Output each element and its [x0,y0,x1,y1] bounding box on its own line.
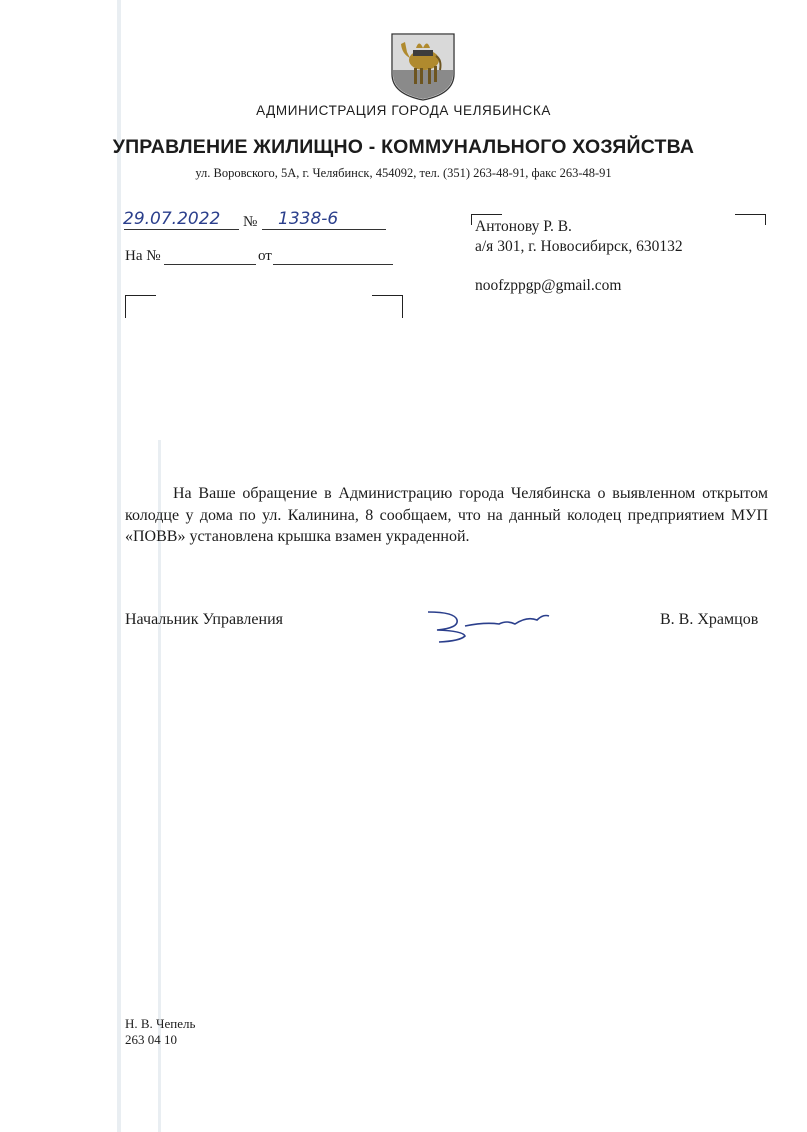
reference-date-line [273,264,393,265]
handwritten-signature-icon [425,606,555,646]
subject-corner-right [372,295,403,318]
outgoing-date: 29.07.2022 [123,209,221,229]
recipient-corner-right [735,214,766,225]
department-address: ул. Воровского, 5А, г. Челябинск, 454092, тел. (351) 263-48-91, факс 263-48-91 [195,166,612,180]
date-underline [124,229,239,230]
executor-phone: 263 04 10 [125,1032,177,1047]
executor-name: Н. В. Чепель [125,1016,196,1031]
subject-corner-left [125,295,156,318]
signer-position: Начальник Управления [125,611,283,628]
department-name: УПРАВЛЕНИЕ ЖИЛИЩНО - КОММУНАЛЬНОГО ХОЗЯЙСТВА [112,136,695,158]
executor-block [125,1016,195,1048]
reference-label: На № [125,248,161,264]
signer-name: В. В. Храмцов [660,611,759,628]
recipient-address: а/я 301, г. Новосибирск, 630132 [475,238,683,255]
letter-body: На Ваше обращение в Администрацию города Челябинска о выявленном открытом колодце у дома по ул. Калинина, 8 сообщаем, что на данный колодец предприятием МУП «ПОВВ» установлена крышка взамен украденной. [125,485,768,545]
reference-number-line [164,264,256,265]
recipient-email: noofzppgp@gmail.com [475,277,622,294]
number-underline [262,229,386,230]
coat-of-arms-icon [388,30,458,102]
reference-from-label: от [258,248,272,264]
number-label: № [243,214,258,230]
administration-name: АДМИНИСТРАЦИЯ ГОРОДА ЧЕЛЯБИНСКА [256,103,551,118]
outgoing-number: 1338-6 [278,209,339,229]
recipient-name: Антонову Р. В. [475,218,572,235]
